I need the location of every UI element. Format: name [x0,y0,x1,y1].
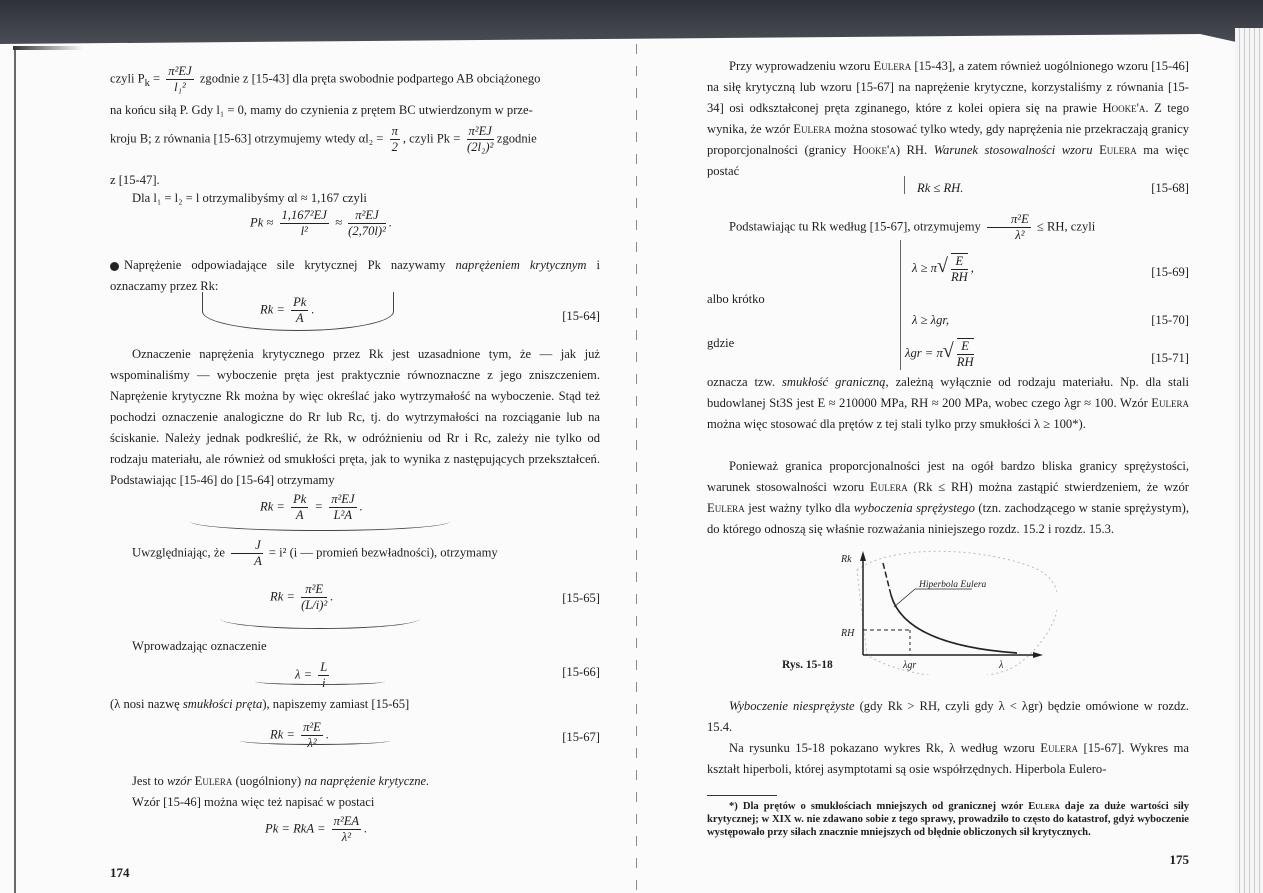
text: jest ważny tylko dla [744,501,854,515]
text: zgodnie [496,131,537,146]
text: *) Dla prętów o smukłościach mniejszych od granicznej wzór [729,801,1029,812]
x-axis-label: λ [999,660,1004,671]
name-smallcaps: Eulera [1028,801,1060,812]
text: oznacza tzw. [707,375,782,389]
paragraph [707,696,1189,738]
text: . Z tego wynika, że wzór [707,101,1189,136]
fraction [957,338,974,370]
emphasis: naprężeniem krytycznym [455,258,587,272]
denominator: A [254,554,262,568]
name-smallcaps: Eulera [873,59,912,73]
footnote [707,800,1189,839]
curve-label: Hiperbola Eulera [919,580,987,590]
text: Podstawiając tu Rk według [15-67], otrzymujemy [729,219,984,234]
eq-op: = [314,499,324,514]
text: ≤ RH, czyli [1033,219,1096,234]
text: ) RH. [895,143,934,157]
name-smallcaps: Hooke'a [852,143,896,157]
sqrt-icon: √ [936,254,948,277]
subscript: k [144,77,150,89]
emphasis: Warunek stosowalności wzoru [933,143,1093,157]
eq-tail: . [359,499,363,514]
equation-15-71 [905,338,977,370]
eq-lhs: Pk = RkA = [265,821,326,836]
paragraph [707,456,1189,540]
text: ma więc postać [707,143,1189,178]
text: = i² (i — promień bezwładności), otrzymamy [265,545,498,560]
text: [15-43], a zatem również uogólnionego wzoru [15-46] na siłę krytyczną lub wzoru [15-67] na naprężenie krytyczne, korzystaliśmy z równania [15-34] osi odkształconej pręta zginanego, które z kolei opiera się na prawie [707,59,1190,115]
numerator: E [957,339,974,355]
equation-number: [15-69] [1151,265,1189,279]
text-line: z [15-47]. [110,173,160,187]
text: = [149,71,164,86]
text: Ponieważ granica proporcjonalności jest na ogół bardzo bliska granicy sprężystości, warunek stosowalności wzoru [707,459,1189,494]
emphasis: smukłość graniczną [781,375,886,389]
denominator: λ² [307,736,317,750]
paragraph: Wprowadzając oznaczenie [132,639,267,653]
numerator: 1,167²EJ [281,208,327,222]
paragraph: Oznaczenie naprężenia krytycznego przez Rk jest uzasadnione tym, że — jak już wspominaliśmy — wyboczenie pręta jest praktycznie równoznaczne z jego zniszczeniem. Naprężenie krytyczne Rk można by więc określać jako wytrzymałość na wyboczenie. Stąd też pochodzi oznaczenie analogiczne do Rr lub Rc, tj. do wytrzymałości na rozciąganie lub na ściskanie. Należy jednak podkreślić, że Rk, w odróżnieniu od Rr i Rc, zależy nie tylko od rodzaju materiału, ale również od smukłości pręta, jak to wynika z następujących przekształceń. Podstawiając [15-46] do [15-64] otrzymamy [110,347,600,487]
figure-caption: Rys. 15-18 [782,659,833,671]
eq-lhs: Rk = [270,727,295,742]
numerator: J [231,538,263,554]
fraction [987,212,1031,243]
name-smallcaps: Eulera [707,501,745,515]
text: można więc stosować dla prętów z tej stali tylko przy smukłości λ ≥ 100*). [707,417,1086,431]
pen-mark [220,608,420,629]
footnote-rule [707,795,777,796]
text: [15-67]. Wykres ma kształt hiperboli, której asymptotami są osie współrzędnych. Hiperbola Eulero- [707,741,1189,776]
denominator: RH [950,270,968,284]
numerator: π²EJ [331,492,355,506]
name-smallcaps: Eulera [1151,396,1189,410]
emphasis: wyboczenia sprężystego [853,501,975,515]
fraction [231,538,263,569]
page-edges [1235,28,1263,893]
text: zgodnie z [15-43] dla pręta swobodnie podpartego AB obciążonego [196,71,541,86]
equation-15-68: Rk ≤ RH. [917,181,964,195]
eq-tail: . [388,215,392,230]
definition-paragraph [110,255,600,297]
paragraph [110,771,600,792]
numerator: π²E [987,212,1031,228]
numerator: Pk [293,492,307,506]
paragraph [707,372,1189,435]
denominator: l₁² [174,80,186,94]
sqrt-icon: √ [942,339,954,362]
page-number: 174 [110,865,130,880]
name-smallcaps: Eulera [793,122,831,136]
denominator: (L/i)² [301,598,328,612]
numerator: π²E [301,582,327,598]
fraction [280,208,329,239]
numerator: E [951,254,968,270]
text: można stosować tylko wtedy, gdy naprężenia nie przekraczają granicy proporcjonalności (granicy [707,122,1189,157]
text: Naprężenie odpowiadające sile krytycznej Pk nazywamy [124,258,456,272]
book-spine [636,44,637,893]
text: (tzn. zachodzącego w stanie sprężystym), do którego odnoszą się właśnie rozważania niniejszego rozdz. 15.2 i rozdz. 15.3. [707,501,1189,536]
equation-number: [15-65] [562,591,600,605]
emphasis: Wyboczenie niesprężyste [729,699,855,713]
denominator: L²A [333,508,353,522]
eq-lhs: Rk = [270,589,295,604]
pen-mark [255,678,385,685]
text: ), napiszemy zamiast [15-65] [262,697,410,711]
numerator: π²EA [333,814,360,828]
equation-15-69 [912,253,974,285]
rh-label: RH [841,628,855,639]
equation-15-70: λ ≥ λgr, [912,313,950,327]
paragraph [110,694,600,715]
eq-lhs: λ ≥ π [912,260,937,275]
paragraph: gdzie [707,336,735,350]
text: Jest to [132,774,167,788]
eq-lhs: Pk ≈ [250,215,274,230]
equation-15-66 [295,660,332,691]
numerator: π²EJ [348,208,386,224]
numerator: π²EJ [468,124,492,138]
pen-mark [904,176,905,194]
left-page-corner [13,46,83,50]
equation-number: [15-71] [1151,351,1189,365]
text: , zależną wyłącznie od rodzaju materiału. Np. dla stali budowlanej St3S jest E ≈ 210000 MPa, RH ≈ 200 MPa, wobec czego λgr ≈ 100. Wzór [707,375,1189,410]
denominator: l² [300,224,308,238]
name-smallcaps: Eulera [1040,741,1078,755]
eq-tail: . [311,302,315,317]
text: Na rysunku 15-18 pokazano wykres Rk, λ według wzoru [729,741,1041,755]
emphasis: na naprężenie krytyczne. [304,774,430,788]
equation-pk-final [265,814,367,845]
denominator: RH [956,355,974,369]
paragraph: albo krótko [707,292,765,306]
text: (Rk ≤ RH) można zastąpić stwierdzeniem, że wzór [907,480,1189,494]
eq-tail: . [330,589,334,604]
eq-op: ≈ [335,215,342,230]
paragraph [707,738,1189,780]
text-line [110,124,600,155]
eq-tail: . [325,727,330,742]
fraction [390,124,400,155]
numerator: Pk [293,295,307,309]
eq-lhs: λ = [295,667,313,682]
paragraph [707,212,1189,243]
equation-number: [15-70] [1151,313,1189,327]
text: Przy wyprowadzeniu wzoru [729,59,874,73]
name-smallcaps: Hooke'a [1102,101,1146,115]
pen-mark [240,736,390,745]
eq-lhs: λgr = π [905,345,943,360]
text-line: Dla l₁ = l₂ = l otrzymalibyśmy αl ≈ 1,167 czyli [132,191,367,205]
name-smallcaps: Eulera [1099,143,1137,157]
equation-number: [15-67] [562,730,600,744]
emphasis: smukłości pręta [182,697,263,711]
fraction [318,660,329,691]
equation-pk-approx [250,208,392,239]
lambda-gr-label: λgr [903,660,917,671]
denominator: λ² [341,830,351,844]
equation-number: [15-64] [562,309,600,323]
denominator: (2,70l)² [348,224,386,238]
left-page-edge [14,48,16,893]
eq-tail: . [364,821,368,836]
numerator: π²EJ [168,64,192,78]
fraction [348,208,386,239]
denominator: 2 [391,140,398,154]
text: , czyli Pk = [402,131,464,146]
denominator: (2l₂)² [467,140,494,154]
text: (uogólniony) [232,774,305,788]
denominator: A [295,311,304,325]
equation-number: [15-68] [1151,181,1189,195]
name-smallcaps: Eulera [194,774,233,788]
name-smallcaps: Eulera [870,480,908,494]
eq-lhs: Rk = [260,302,285,317]
emphasis: wzór [166,774,192,788]
paragraph [707,56,1189,182]
text-line: na końcu siłą P. Gdy l₁ = 0, mamy do czynienia z prętem BC utwierdzonym w prze- [110,103,533,117]
denominator: i [322,676,326,690]
numerator: L [320,660,328,674]
text: kroju B; z równania [15-63] otrzymujemy wtedy αl₂ = [110,131,387,146]
text: daje za duże wartości siły krytycznej; w XIX w. nie zdawano sobie z tego sprawy, prowadziło to często do katastrof, gdyż wyboczenie występowało przy siłach znacznie mniejszych od błędnie obliczonych sił krytycznych. [707,801,1190,838]
numerator: π [391,124,398,138]
fraction [951,253,968,285]
denominator: λ² [1015,228,1025,242]
text: Uwzględniając, że [132,545,229,560]
euler-hyperbola-chart [827,545,1057,675]
text-line [110,64,600,95]
equation-number: [15-66] [562,665,600,679]
y-axis-label: Rk [841,554,852,565]
fraction [467,124,494,155]
numerator: π²E [303,720,321,734]
text: (λ nosi nazwę [110,697,183,711]
text: czyli P [110,71,145,86]
fraction [166,64,193,95]
text: (gdy Rk > RH, czyli gdy λ < λgr) będzie omówione w rozdz. 15.4. [707,699,1189,734]
denominator: A [295,508,304,522]
text: i oznaczamy przez Rk: [110,258,600,293]
paragraph: Wzór [15-46] można więc też napisać w postaci [132,795,375,809]
figure-euler-hyperbola [827,545,1057,675]
bullet-icon [110,262,119,271]
pen-mark [202,292,394,331]
fraction [332,814,361,845]
eq-tail: , [970,260,974,275]
page-number: 175 [1169,852,1189,867]
eq-lhs: Rk = [260,499,285,514]
paragraph [110,538,600,569]
pen-mark [190,512,450,531]
